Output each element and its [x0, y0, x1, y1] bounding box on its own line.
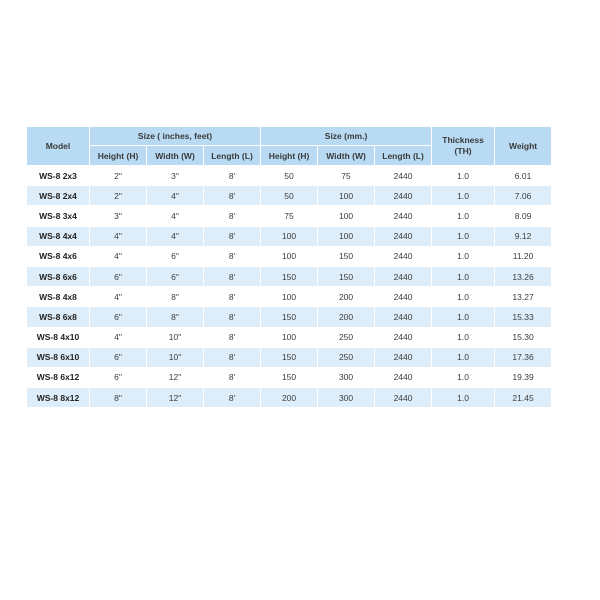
table-row: [27, 227, 551, 246]
cell-width-inches: 6": [147, 267, 203, 286]
table-row: [27, 388, 551, 407]
cell-length-mm: 2440: [375, 307, 431, 326]
cell-height-mm: 100: [261, 328, 317, 347]
cell-model: WS-8 6x6: [27, 267, 89, 286]
cell-length-mm: 2440: [375, 287, 431, 306]
cell-model: WS-8 4x10: [27, 328, 89, 347]
cell-thickness: 1.0: [432, 206, 494, 225]
cell-height-inches: 6": [90, 348, 146, 367]
cell-thickness: 1.0: [432, 328, 494, 347]
cell-length-feet: 8': [204, 388, 260, 407]
table-row: [27, 267, 551, 286]
cell-height-mm: 200: [261, 388, 317, 407]
cell-weight: 7.06: [495, 186, 551, 205]
cell-width-mm: 150: [318, 267, 374, 286]
cell-width-mm: 250: [318, 328, 374, 347]
cell-thickness: 1.0: [432, 388, 494, 407]
header-thickness: Thickness (TH): [432, 127, 494, 165]
cell-height-inches: 2": [90, 166, 146, 185]
cell-width-mm: 200: [318, 307, 374, 326]
cell-length-feet: 8': [204, 206, 260, 225]
cell-height-inches: 4": [90, 328, 146, 347]
cell-length-feet: 8': [204, 247, 260, 266]
cell-width-mm: 100: [318, 206, 374, 225]
cell-model: WS-8 2x3: [27, 166, 89, 185]
cell-height-inches: 6": [90, 267, 146, 286]
table-row: [27, 328, 551, 347]
cell-weight: 21.45: [495, 388, 551, 407]
cell-length-mm: 2440: [375, 166, 431, 185]
cell-width-mm: 200: [318, 287, 374, 306]
cell-length-mm: 2440: [375, 328, 431, 347]
cell-width-inches: 4": [147, 206, 203, 225]
cell-height-mm: 100: [261, 247, 317, 266]
cell-width-mm: 100: [318, 186, 374, 205]
table-body: [27, 166, 551, 407]
cell-height-inches: 4": [90, 287, 146, 306]
header-height-imperial: Height (H): [90, 146, 146, 165]
cell-width-inches: 10": [147, 348, 203, 367]
cell-height-inches: 4": [90, 247, 146, 266]
cell-height-mm: 75: [261, 206, 317, 225]
header-size-imperial: Size ( inches, feet): [90, 127, 260, 145]
table-row: [27, 166, 551, 185]
cell-thickness: 1.0: [432, 166, 494, 185]
cell-height-mm: 150: [261, 368, 317, 387]
table-row: [27, 287, 551, 306]
cell-height-inches: 2": [90, 186, 146, 205]
cell-thickness: 1.0: [432, 307, 494, 326]
cell-length-mm: 2440: [375, 388, 431, 407]
cell-height-inches: 3": [90, 206, 146, 225]
cell-width-inches: 8": [147, 287, 203, 306]
table-header: [27, 127, 551, 165]
cell-weight: 8.09: [495, 206, 551, 225]
cell-thickness: 1.0: [432, 267, 494, 286]
cell-height-inches: 6": [90, 368, 146, 387]
cell-width-mm: 250: [318, 348, 374, 367]
cell-height-inches: 6": [90, 307, 146, 326]
cell-length-mm: 2440: [375, 206, 431, 225]
cell-weight: 11.20: [495, 247, 551, 266]
cell-length-feet: 8': [204, 227, 260, 246]
header-height-metric: Height (H): [261, 146, 317, 165]
header-weight: Weight: [495, 127, 551, 165]
header-size-metric: Size (mm.): [261, 127, 431, 145]
cell-length-mm: 2440: [375, 186, 431, 205]
cell-thickness: 1.0: [432, 247, 494, 266]
cell-width-inches: 8": [147, 307, 203, 326]
cell-thickness: 1.0: [432, 227, 494, 246]
table-row: [27, 368, 551, 387]
cell-model: WS-8 6x8: [27, 307, 89, 326]
cell-width-inches: 10": [147, 328, 203, 347]
cell-model: WS-8 2x4: [27, 186, 89, 205]
cell-length-feet: 8': [204, 267, 260, 286]
table-row: [27, 307, 551, 326]
cell-width-mm: 300: [318, 388, 374, 407]
cell-height-inches: 8": [90, 388, 146, 407]
cell-width-inches: 4": [147, 186, 203, 205]
cell-length-mm: 2440: [375, 348, 431, 367]
cell-length-mm: 2440: [375, 247, 431, 266]
cell-width-mm: 100: [318, 227, 374, 246]
cell-length-mm: 2440: [375, 368, 431, 387]
cell-weight: 17.36: [495, 348, 551, 367]
cell-height-mm: 150: [261, 267, 317, 286]
cell-weight: 15.33: [495, 307, 551, 326]
cell-model: WS-8 4x6: [27, 247, 89, 266]
cell-width-inches: 12": [147, 368, 203, 387]
table-row: [27, 348, 551, 367]
cell-thickness: 1.0: [432, 186, 494, 205]
header-length-metric: Length (L): [375, 146, 431, 165]
spec-table-container: [26, 126, 552, 408]
cell-length-feet: 8': [204, 166, 260, 185]
cell-width-inches: 4": [147, 227, 203, 246]
header-model: Model: [27, 127, 89, 165]
cell-model: WS-8 8x12: [27, 388, 89, 407]
header-length-imperial: Length (L): [204, 146, 260, 165]
cell-width-inches: 6": [147, 247, 203, 266]
cell-height-inches: 4": [90, 227, 146, 246]
header-width-metric: Width (W): [318, 146, 374, 165]
cell-weight: 13.26: [495, 267, 551, 286]
spec-table: [26, 126, 552, 408]
cell-weight: 15.30: [495, 328, 551, 347]
cell-height-mm: 50: [261, 166, 317, 185]
cell-width-inches: 12": [147, 388, 203, 407]
cell-length-feet: 8': [204, 287, 260, 306]
cell-length-feet: 8': [204, 328, 260, 347]
cell-width-mm: 150: [318, 247, 374, 266]
cell-length-feet: 8': [204, 368, 260, 387]
cell-length-mm: 2440: [375, 227, 431, 246]
cell-length-feet: 8': [204, 186, 260, 205]
cell-thickness: 1.0: [432, 368, 494, 387]
cell-weight: 6.01: [495, 166, 551, 185]
cell-weight: 13.27: [495, 287, 551, 306]
cell-height-mm: 150: [261, 307, 317, 326]
cell-model: WS-8 6x12: [27, 368, 89, 387]
cell-height-mm: 50: [261, 186, 317, 205]
cell-model: WS-8 4x8: [27, 287, 89, 306]
table-row: [27, 247, 551, 266]
cell-width-mm: 300: [318, 368, 374, 387]
cell-thickness: 1.0: [432, 348, 494, 367]
cell-weight: 9.12: [495, 227, 551, 246]
cell-height-mm: 150: [261, 348, 317, 367]
header-width-imperial: Width (W): [147, 146, 203, 165]
cell-model: WS-8 3x4: [27, 206, 89, 225]
cell-length-mm: 2440: [375, 267, 431, 286]
cell-model: WS-8 4x4: [27, 227, 89, 246]
cell-length-feet: 8': [204, 348, 260, 367]
cell-thickness: 1.0: [432, 287, 494, 306]
table-row: [27, 206, 551, 225]
cell-width-mm: 75: [318, 166, 374, 185]
cell-height-mm: 100: [261, 287, 317, 306]
cell-width-inches: 3": [147, 166, 203, 185]
cell-height-mm: 100: [261, 227, 317, 246]
cell-weight: 19.39: [495, 368, 551, 387]
cell-model: WS-8 6x10: [27, 348, 89, 367]
cell-length-feet: 8': [204, 307, 260, 326]
table-row: [27, 186, 551, 205]
